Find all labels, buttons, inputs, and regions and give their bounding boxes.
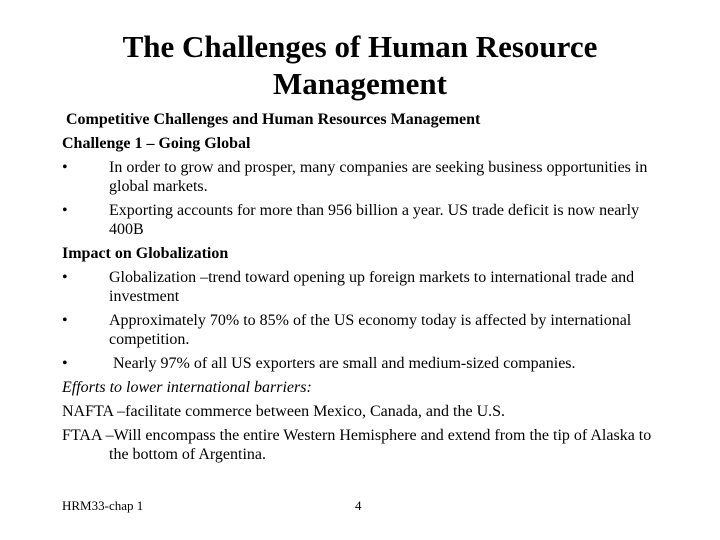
efforts-heading: Efforts to lower international barriers: — [62, 379, 312, 396]
slide-body — [62, 110, 672, 469]
bullet-text: Globalization –trend toward opening up foreign markets to international trade and investment — [109, 269, 635, 305]
bullet-text: Exporting accounts for more than 956 billion a year. US trade deficit is now nearly 400B — [109, 202, 640, 238]
bullet-text: Approximately 70% to 85% of the US economy today is affected by international competition. — [109, 312, 632, 348]
ftaa-line: FTAA –Will encompass the entire Western Hemisphere and extend from the tip of Alaska to the bottom of Argentina. — [62, 427, 652, 463]
impact-heading: Impact on Globalization — [62, 245, 229, 262]
bullet-item — [62, 201, 672, 239]
bullet-icon: • — [62, 312, 68, 329]
bullet-item — [62, 311, 672, 349]
page-number: 4 — [355, 498, 362, 513]
bullet-text: Nearly 97% of all US exporters are small and medium-sized companies. — [109, 355, 576, 372]
bullet-icon: • — [62, 355, 68, 372]
footer-label: HRM33-chap 1 — [62, 498, 144, 513]
bullet-item — [62, 268, 672, 306]
bullet-text: In order to grow and prosper, many companies are seeking business opportunities in global markets. — [109, 159, 648, 195]
bullet-item — [62, 354, 672, 373]
section-subheading: Competitive Challenges and Human Resources Management — [66, 111, 481, 128]
bullet-icon: • — [62, 269, 68, 286]
bullet-icon: • — [62, 159, 68, 176]
nafta-line: NAFTA –facilitate commerce between Mexico, Canada, and the U.S. — [62, 403, 506, 420]
bullet-icon: • — [62, 202, 68, 219]
bullet-item — [62, 158, 672, 196]
slide-title: The Challenges of Human Resource Management — [122, 29, 598, 101]
challenge-heading: Challenge 1 – Going Global — [62, 135, 251, 152]
